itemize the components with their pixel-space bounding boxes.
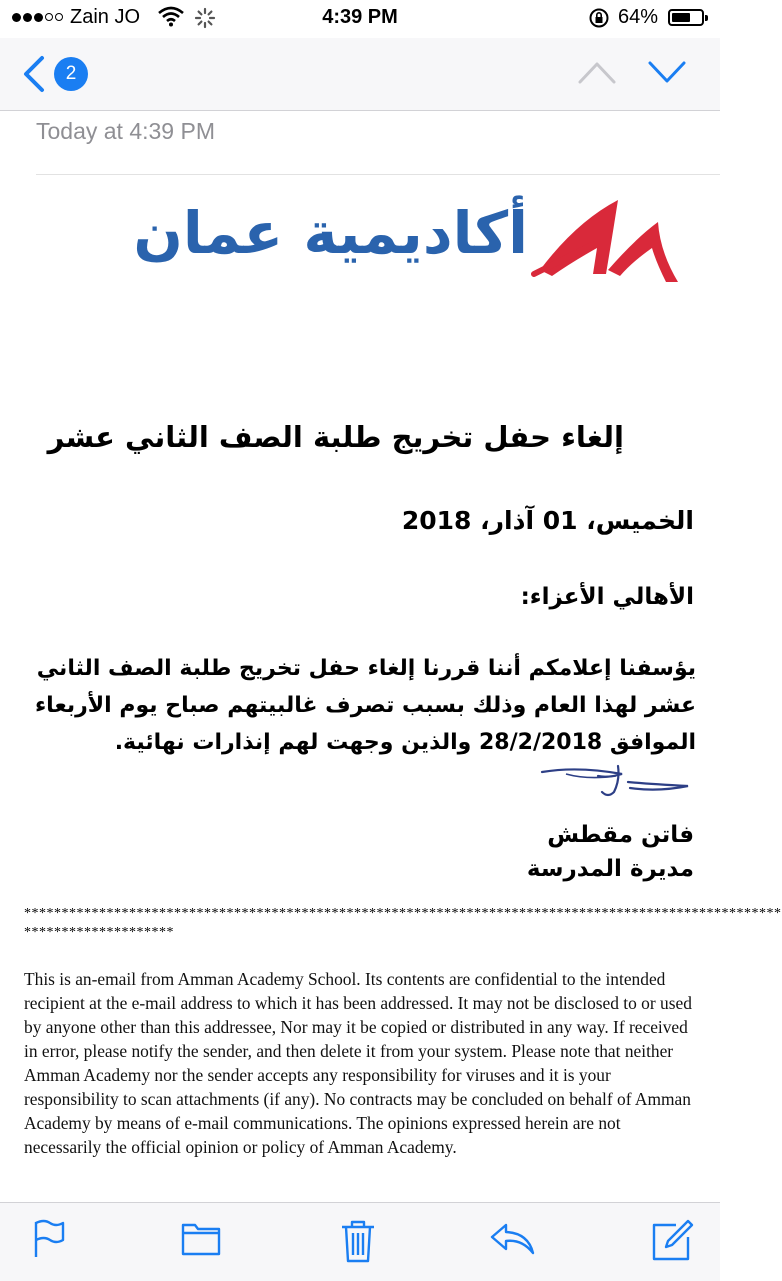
battery-percent: 64% [618, 6, 659, 28]
previous-message-icon[interactable] [578, 60, 616, 89]
signer-name: فاتن مقطش [547, 822, 694, 848]
message-date: Today at 4:39 PM [36, 118, 215, 144]
back-chevron-icon[interactable] [20, 54, 48, 99]
status-bar [0, 0, 720, 38]
announcement-date: الخميس، 01 آذار، 2018 [401, 506, 694, 535]
announcement-title: إلغاء حفل تخريج طلبة الصف الثاني عشر [47, 420, 624, 454]
greeting: الأهالي الأعزاء: [520, 584, 694, 610]
disclaimer-text: This is an-email from Amman Academy School. Its contents are confidential to the intended recipient at the e-mail address to which it has been addressed. It may not be disclosed to or used by anyone other than this addressee, Nor may it be copied or distributed in any way. If received in error, please notify the sender, and then delete it from your system. Please note that neither Amman Academy nor the sender accepts any responsibility for viruses and it is your responsibility to scan attachments (if any). No contracts may be concluded on behalf of Amman Academy by means of e-mail communications. The opinions expressed herein are not necessarily the official opinion or policy of Amman Academy. [24, 969, 692, 1157]
separator-line-1: ***************************************************************************************************** [24, 906, 782, 921]
announcement-paragraph: يؤسفنا إعلامكم أننا قررنا إلغاء حفل تخريج طلبة الصف الثاني عشر لهذا العام وذلك بسبب تصرف غالبيتهم صباح يوم الأربعاء الموافق 28/2/2018 والذين وجهت لهم إنذارات نهائية. [34, 656, 696, 755]
trash-icon[interactable] [340, 1219, 376, 1268]
mail-toolbar [0, 1202, 720, 1281]
unread-count-badge[interactable]: 2 [54, 57, 88, 91]
compose-icon[interactable] [650, 1219, 694, 1268]
signer-title: مديرة المدرسة [526, 856, 694, 882]
battery-icon [668, 9, 704, 26]
rotation-lock-icon [588, 7, 610, 35]
amman-academy-logo [48, 196, 688, 291]
logo-aa-mark [532, 196, 682, 296]
mail-navigation-bar [0, 38, 720, 111]
flag-icon[interactable] [32, 1219, 66, 1264]
carrier-name: Zain JO [70, 6, 141, 28]
separator-line-2: ******************** [24, 925, 174, 940]
folder-icon[interactable] [181, 1219, 221, 1262]
clock: 4:39 PM [322, 6, 398, 28]
reply-icon[interactable] [488, 1219, 536, 1264]
logo-wordmark: أكاديمية عمان [133, 199, 528, 267]
header-divider [36, 174, 720, 175]
handwritten-signature [538, 762, 690, 809]
next-message-icon[interactable] [648, 60, 686, 89]
